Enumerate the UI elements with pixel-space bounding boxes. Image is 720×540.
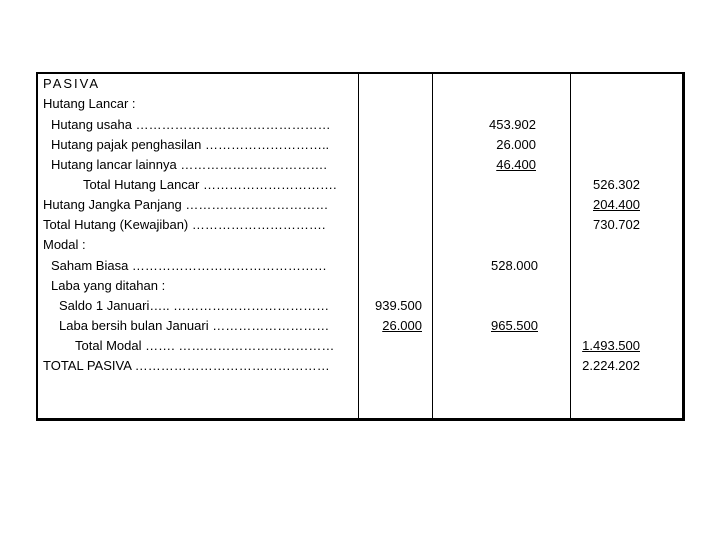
saldo-januari-label: Saldo 1 Januari….. ……………………………… bbox=[59, 298, 330, 313]
laba-ditahan-total-value: 965.500 bbox=[491, 318, 538, 333]
total-hutang-lancar-value: 526.302 bbox=[593, 177, 640, 192]
total-hutang-value: 730.702 bbox=[593, 217, 640, 232]
total-hutang-label: Total Hutang (Kewajiban) …………………………. bbox=[43, 217, 326, 232]
total-modal-value: 1.493.500 bbox=[582, 338, 640, 353]
laba-bersih-value: 26.000 bbox=[382, 318, 422, 333]
modal-label: Modal : bbox=[43, 237, 86, 252]
total-modal-label: Total Modal ……. ……………………………… bbox=[75, 338, 335, 353]
total-hutang-lancar-label: Total Hutang Lancar …………………………. bbox=[83, 177, 337, 192]
saldo-januari-value: 939.500 bbox=[375, 298, 422, 313]
hutang-pajak-value: 26.000 bbox=[496, 137, 536, 152]
hutang-usaha-label: Hutang usaha ……………………………………… bbox=[51, 117, 331, 132]
hutang-lain-label: Hutang lancar lainnya ……………………………. bbox=[51, 157, 327, 172]
pasiva-heading: PASIVA bbox=[43, 76, 101, 91]
hutang-pajak-label: Hutang pajak penghasilan ……………………….. bbox=[51, 137, 330, 152]
hutang-lancar-label: Hutang Lancar : bbox=[43, 96, 136, 111]
hutang-lain-value: 46.400 bbox=[496, 157, 536, 172]
column-divider-2 bbox=[432, 72, 433, 421]
hutang-jangka-panjang-value: 204.400 bbox=[593, 197, 640, 212]
laba-bersih-label: Laba bersih bulan Januari ……………………… bbox=[59, 318, 330, 333]
column-divider-3 bbox=[570, 72, 571, 421]
laba-ditahan-label: Laba yang ditahan : bbox=[51, 278, 166, 293]
saham-biasa-value: 528.000 bbox=[491, 258, 538, 273]
total-pasiva-value: 2.224.202 bbox=[582, 358, 640, 373]
hutang-jangka-panjang-label: Hutang Jangka Panjang …………………………… bbox=[43, 197, 329, 212]
saham-biasa-label: Saham Biasa ……………………………………… bbox=[51, 258, 327, 273]
column-divider-1 bbox=[358, 72, 359, 421]
hutang-usaha-value: 453.902 bbox=[489, 117, 536, 132]
total-pasiva-label: TOTAL PASIVA ……………………………………… bbox=[43, 358, 330, 373]
